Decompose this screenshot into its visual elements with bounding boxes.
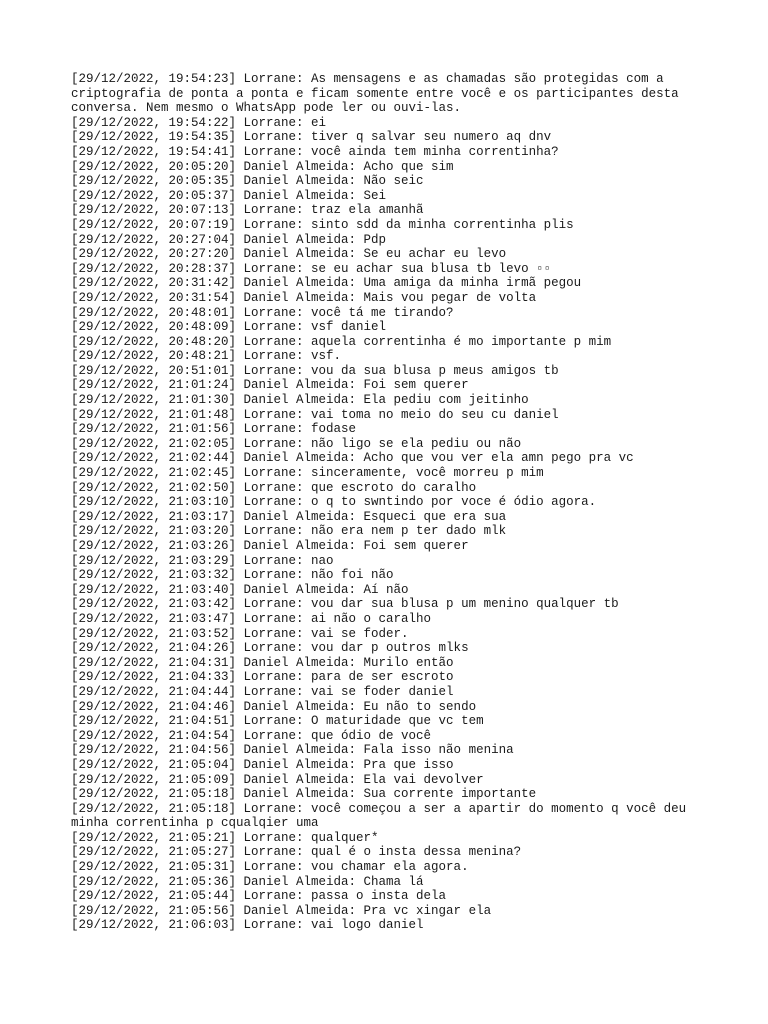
chat-line: [29/12/2022, 21:03:42] Lorrane: vou dar sua blusa p um menino qualquer tb	[71, 597, 619, 612]
chat-line: [29/12/2022, 19:54:23] Lorrane: As mensagens e as chamadas são protegidas com a criptografia de ponta a ponta e ficam somente entre você e os participantes desta conversa. Nem mesmo o WhatsApp pode ler ou ouvi-las.	[71, 72, 687, 116]
chat-line: [29/12/2022, 20:27:04] Daniel Almeida: Pdp	[71, 232, 387, 247]
chat-line: [29/12/2022, 21:03:26] Daniel Almeida: Foi sem querer	[71, 539, 469, 553]
chat-line: [29/12/2022, 21:04:26] Lorrane: vou dar p outros mlks	[71, 641, 469, 656]
chat-line: [29/12/2022, 21:02:44] Daniel Almeida: Acho que vou ver ela amn pego pra vc	[71, 451, 634, 466]
chat-line: [29/12/2022, 21:05:31] Lorrane: vou chamar ela agora.	[71, 860, 469, 875]
chat-line: [29/12/2022, 21:05:44] Lorrane: passa o insta dela	[71, 889, 447, 904]
chat-line: [29/12/2022, 19:54:41] Lorrane: você ainda tem minha correntinha?	[71, 144, 559, 159]
chat-line: [29/12/2022, 20:27:20] Daniel Almeida: Se eu achar eu levo	[71, 247, 507, 262]
chat-line: [29/12/2022, 21:04:44] Lorrane: vai se foder daniel	[71, 684, 454, 699]
chat-line: [29/12/2022, 21:04:31] Daniel Almeida: Murilo então	[71, 655, 454, 670]
chat-line: [29/12/2022, 21:04:46] Daniel Almeida: Eu não to sendo	[71, 699, 477, 714]
chat-line: [29/12/2022, 20:05:20] Daniel Almeida: Acho que sim	[71, 159, 454, 174]
chat-line: [29/12/2022, 20:05:37] Daniel Almeida: Sei	[71, 188, 387, 203]
chat-line: [29/12/2022, 20:07:19] Lorrane: sinto sdd da minha correntinha plis	[71, 217, 574, 232]
chat-line: [29/12/2022, 20:07:13] Lorrane: traz ela amanhã	[71, 203, 424, 218]
chat-line: [29/12/2022, 21:01:48] Lorrane: vai toma no meio do seu cu daniel	[71, 407, 559, 422]
chat-line: [29/12/2022, 21:05:18] Lorrane: você começou a ser a apartir do momento q você deu minha correntinha p cqualqier uma	[71, 801, 694, 831]
chat-line: [29/12/2022, 21:02:45] Lorrane: sinceramente, você morreu p mim	[71, 466, 544, 481]
chat-line: [29/12/2022, 21:06:03] Lorrane: vai logo daniel	[71, 918, 424, 933]
chat-line: [29/12/2022, 20:31:54] Daniel Almeida: Mais vou pegar de volta	[71, 290, 537, 305]
chat-line: [29/12/2022, 21:03:29] Lorrane: nao	[71, 553, 334, 568]
chat-line: [29/12/2022, 21:04:33] Lorrane: para de ser escroto	[71, 670, 454, 685]
chat-line: [29/12/2022, 21:03:52] Lorrane: vai se foder.	[71, 626, 409, 641]
chat-line: [29/12/2022, 21:03:17] Daniel Almeida: Esqueci que era sua	[71, 509, 507, 524]
chat-line: [29/12/2022, 21:05:09] Daniel Almeida: Ela vai devolver	[71, 772, 484, 787]
chat-line: [29/12/2022, 21:03:32] Lorrane: não foi não	[71, 568, 394, 583]
chat-line: [29/12/2022, 21:03:20] Lorrane: não era nem p ter dado mlk	[71, 524, 507, 539]
chat-line: [29/12/2022, 21:05:04] Daniel Almeida: Pra que isso	[71, 757, 454, 772]
chat-line: [29/12/2022, 20:48:20] Lorrane: aquela correntinha é mo importante p mim	[71, 334, 612, 349]
chat-line: [29/12/2022, 21:05:18] Daniel Almeida: Sua corrente importante	[71, 787, 537, 802]
chat-line: [29/12/2022, 21:03:47] Lorrane: ai não o caralho	[71, 611, 432, 626]
chat-line: [29/12/2022, 20:05:35] Daniel Almeida: Não seic	[71, 174, 424, 189]
chat-line: [29/12/2022, 20:48:01] Lorrane: você tá me tirando?	[71, 305, 454, 320]
chat-line: [29/12/2022, 21:04:56] Daniel Almeida: Fala isso não menina	[71, 743, 514, 758]
chat-line: [29/12/2022, 21:05:21] Lorrane: qualquer*	[71, 830, 379, 845]
chat-line: [29/12/2022, 21:01:24] Daniel Almeida: Foi sem querer	[71, 378, 469, 393]
chat-line: [29/12/2022, 21:01:56] Lorrane: fodase	[71, 422, 357, 437]
chat-line: [29/12/2022, 21:04:54] Lorrane: que ódio de você	[71, 728, 432, 743]
chat-line: [29/12/2022, 21:03:40] Daniel Almeida: Aí não	[71, 582, 409, 597]
chat-line: [29/12/2022, 20:28:37] Lorrane: se eu achar sua blusa tb levo ▫▫	[71, 261, 552, 276]
chat-line: [29/12/2022, 21:04:51] Lorrane: O maturidade que vc tem	[71, 714, 484, 729]
chat-line: [29/12/2022, 20:31:42] Daniel Almeida: Uma amiga da minha irmã pegou	[71, 276, 582, 291]
chat-line: [29/12/2022, 21:05:36] Daniel Almeida: Chama lá	[71, 874, 424, 889]
chat-line: [29/12/2022, 21:01:30] Daniel Almeida: Ela pediu com jeitinho	[71, 393, 529, 408]
chat-line: [29/12/2022, 21:03:10] Lorrane: o q to swntindo por voce é ódio agora.	[71, 495, 597, 510]
chat-line: [29/12/2022, 20:48:09] Lorrane: vsf daniel	[71, 320, 387, 335]
chat-line: [29/12/2022, 20:48:21] Lorrane: vsf.	[71, 349, 342, 364]
chat-line: [29/12/2022, 21:02:50] Lorrane: que escroto do caralho	[71, 480, 477, 495]
chat-line: [29/12/2022, 20:51:01] Lorrane: vou da sua blusa p meus amigos tb	[71, 363, 559, 378]
chat-line: [29/12/2022, 21:05:27] Lorrane: qual é o insta dessa menina?	[71, 845, 522, 860]
chat-line: [29/12/2022, 21:02:05] Lorrane: não ligo se ela pediu ou não	[71, 436, 522, 451]
chat-log	[71, 72, 701, 933]
chat-line: [29/12/2022, 19:54:35] Lorrane: tiver q salvar seu numero aq dnv	[71, 130, 552, 145]
chat-line: [29/12/2022, 19:54:22] Lorrane: ei	[71, 115, 327, 130]
chat-line: [29/12/2022, 21:05:56] Daniel Almeida: Pra vc xingar ela	[71, 903, 492, 918]
